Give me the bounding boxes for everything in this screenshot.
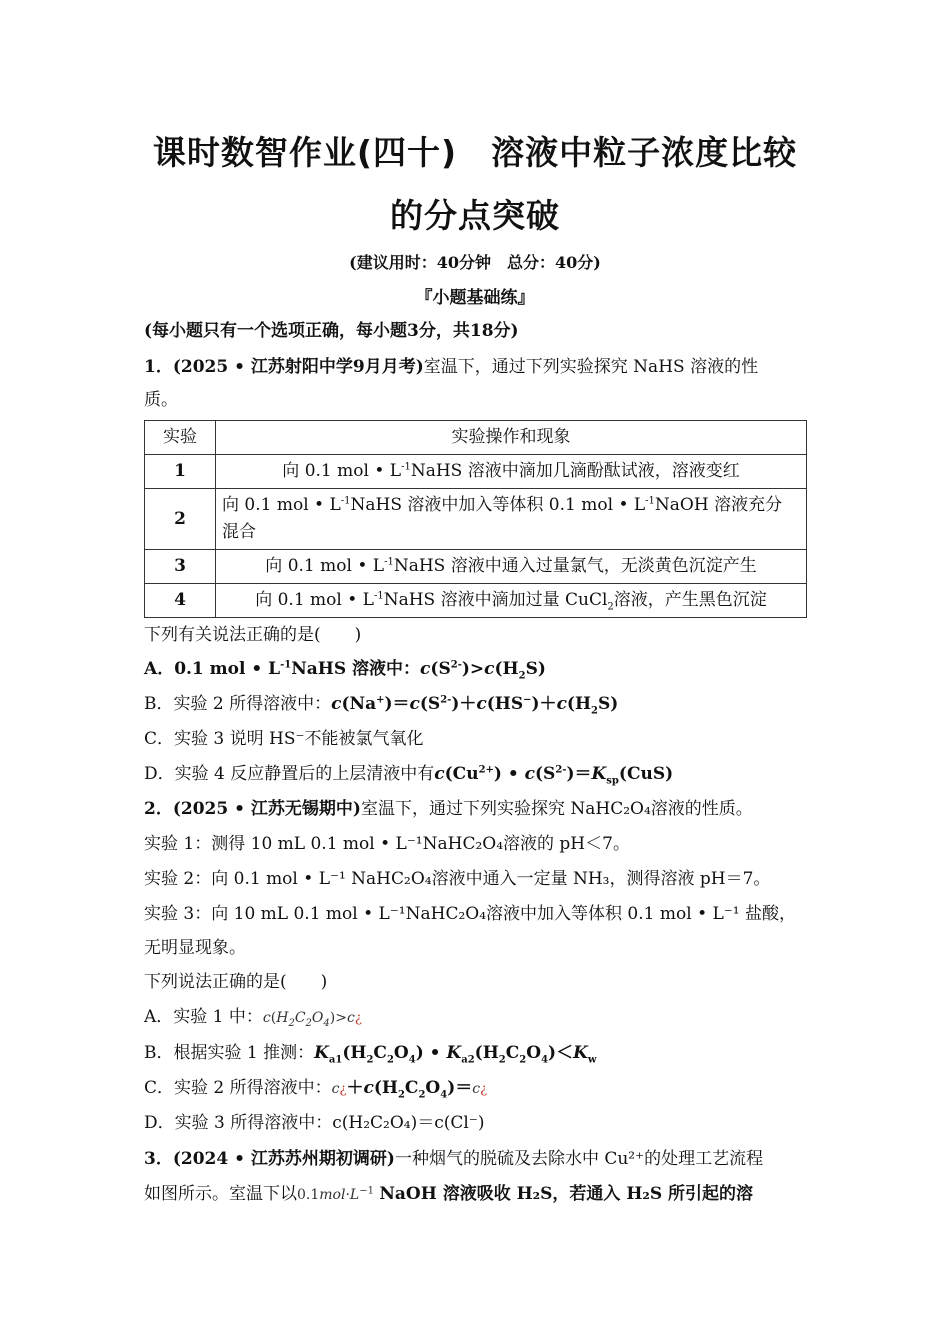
q1-stem: 1．(2025 • 江苏射阳中学9月月考)室温下，通过下列实验探究 NaHS 溶液的性 [144,357,759,377]
q2-experiment-1: 实验 1：测得 10 mL 0.1 mol • L⁻¹NaHC₂O₄溶液的 pH＜7。 [144,834,630,854]
q1-option-a: A．0.1 mol • $L^{-1}NaHS$ 溶液中：$c(S^{2-})>c(H_2S)$ [144,659,546,682]
q1-source: (2025 • 江苏射阳中学9月月考) [172,357,424,377]
page-title-line-1: 课时数智作业(四十) 溶液中粒子浓度比较 [152,133,798,172]
q2-experiment-3: 实验 3：向 10 mL 0.1 mol • L⁻¹NaHC₂O₄溶液中加入等体积 0.1 mol • L⁻¹ 盐酸， [144,904,796,924]
table-row: 3 向 0.1 mol • $L^{-1}NaHS$ 溶液中通入过量氯气，无淡黄色沉淀产生 [145,550,807,584]
table-row: 1 向 0.1 mol • $L^{-1}NaHS$ 溶液中滴加几滴酚酞试液，溶液变红 [145,455,807,489]
q2-source: (2025 • 江苏无锡期中) [172,799,361,819]
q2-option-d: D．实验 3 所得溶液中：c(H₂C₂O₄)＝c(Cl⁻) [144,1113,485,1133]
q1-experiment-table [144,420,807,618]
q2-experiment-2: 实验 2：向 0.1 mol • L⁻¹ NaHC₂O₄溶液中通入一定量 NH₃，测得溶液 pH＝7。 [144,869,771,889]
table-header-row [145,421,807,455]
table-row: 2 向 0.1 mol • $L^{-1}NaHS$ 溶液中加入等体积 0.1 mol • $L^{-1}NaOH$ 溶液充分 混合 [145,489,807,550]
q2-option-a: A．实验 1 中：$c(H_2C_2O_4)>c¿$ [144,1007,362,1029]
q1-option-b: B．实验 2 所得溶液中：$c(Na^+)=c(S^{2-})+c(HS^-)+c(H_2S)$ [144,694,619,717]
q1-option-d: D．实验 4 反应静置后的上层清液中有$c(Cu^{2+})$ • $c(S^{2-})=K_{sp}(CuS)$ [144,764,674,787]
q2-stem: 2．(2025 • 江苏无锡期中)室温下，通过下列实验探究 NaHC₂O₄溶液的性质。 [144,799,753,819]
q3-stem: 3．(2024 • 江苏苏州期初调研)一种烟气的脱硫及去除水中 Cu²⁺的处理工艺流程 [144,1149,764,1169]
q2-option-c: C．实验 2 所得溶液中：$c¿+c(H_2C_2O_4)=c¿$ [144,1078,488,1101]
q1-question: 下列有关说法正确的是( ) [144,625,362,645]
q2-experiment-3-cont: 无明显现象。 [144,938,246,958]
page-title-line-2: 的分点突破 [390,196,560,235]
table-row: 4 向 0.1 mol • $L^{-1}NaHS$ 溶液中滴加过量 CuCl$_2$溶液，产生黑色沉淀 [145,584,807,618]
q1-stem-cont: 质。 [144,390,178,410]
q1-option-c: C．实验 3 说明 HS⁻不能被氯气氧化 [144,729,424,749]
header-operation: 实验操作和现象 [216,421,807,455]
q2-option-b: B．根据实验 1 推测：$K_{a1}(H_2C_2O_4)$ • $K_{a2}(H_2C_2O_4)<K_w$ [144,1043,597,1066]
header-experiment: 实验 [145,421,216,455]
q2-question: 下列说法正确的是( ) [144,972,328,992]
q3-source: (2024 • 江苏苏州期初调研) [172,1149,395,1169]
time-score-note: (建议用时：40分钟 总分：40分) [349,253,601,272]
q3-stem-cont: 如图所示。室温下以$0.1mol\cdot L^{-1}$ NaOH 溶液吸收 H₂S，若通入 H₂S 所引起的溶 [144,1184,754,1204]
section-heading: 『小题基础练』 [415,288,535,308]
instructions: (每小题只有一个选项正确，每小题3分，共18分) [144,321,519,341]
